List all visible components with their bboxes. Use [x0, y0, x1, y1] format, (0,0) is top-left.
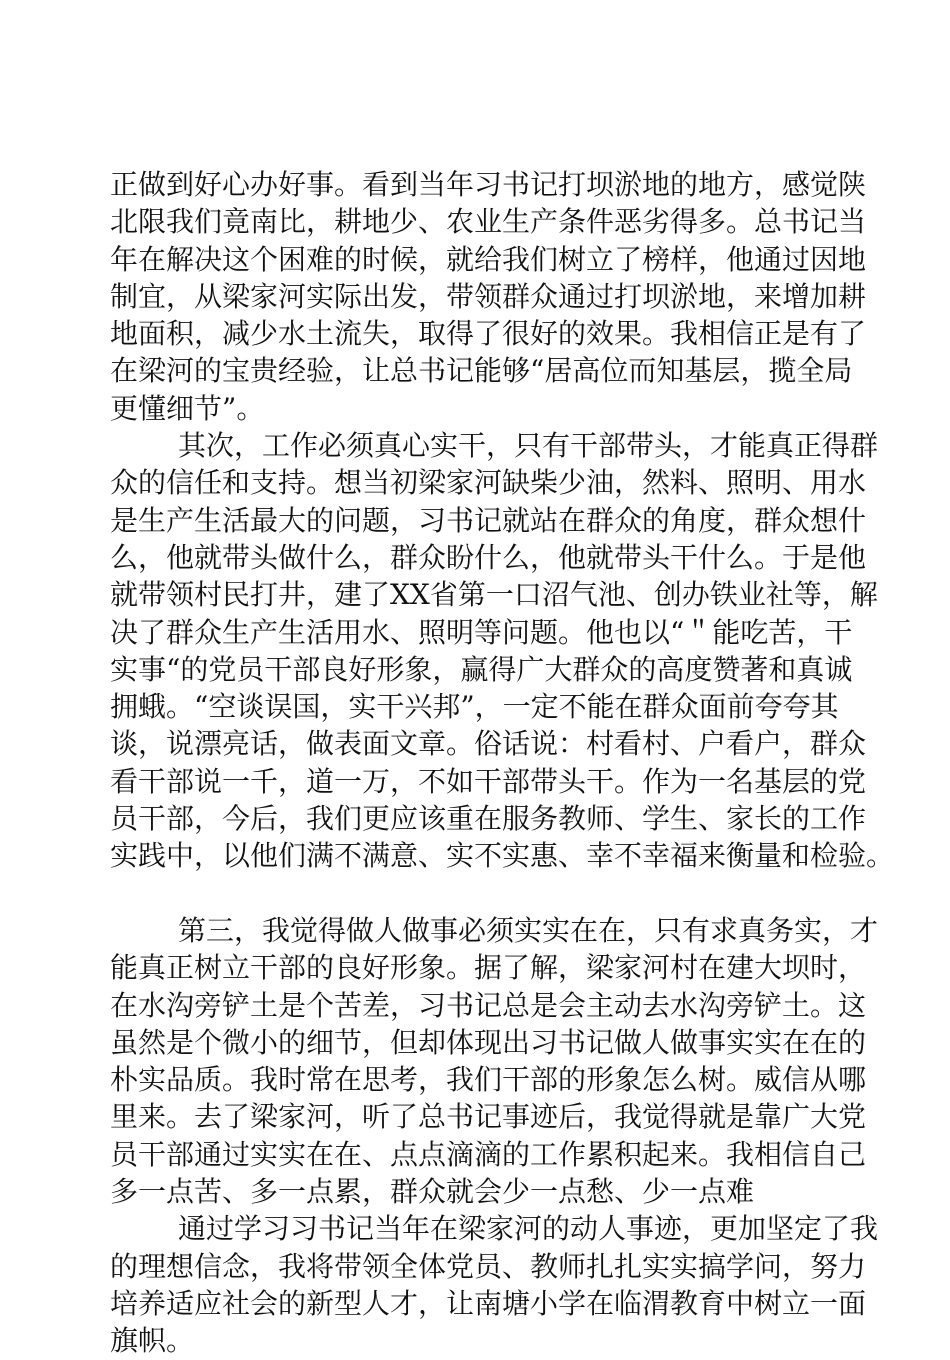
text-line: 在水沟旁铲土是个苦差，习书记总是会主动去水沟旁铲土。这 [110, 988, 867, 1022]
text-line: 众的信任和支持。想当初梁家河缺柴少油，然料、照明、用水 [110, 466, 867, 500]
paragraph-2 [110, 427, 895, 875]
text-line: 拥蛾。“空谈误国，实干兴邦”，一定不能在群众面前夸夸其 [110, 690, 839, 724]
paragraph-1 [110, 166, 867, 427]
text-line: 看干部说一千，道一万，不如干部带头干。作为一名基层的党 [110, 764, 867, 798]
text-line: 么，他就带头做什么，群众盼什么，他就带头干什么。于是他 [110, 540, 867, 574]
text-line: 北限我们竟南比，耕地少、农业生产条件恶劣得多。总书记当 [110, 205, 867, 239]
text-line: 就带领村民打井，建了XX省第一口沼气池、创办铁业社等，解 [110, 578, 878, 612]
text-line: 员干部通过实实在在、点点滴滴的工作累积起来。我相信自己 [110, 1137, 867, 1171]
text-line: 地面积，减少水土流失，取得了很好的效果。我相信正是有了 [110, 317, 867, 351]
text-line: 决了群众生产生活用水、照明等问题。他也以“＂能吃苦，干 [110, 615, 853, 649]
text-line: 制宜，从梁家河实际出发，带领群众通过打坝淤地，来增加耕 [110, 279, 867, 313]
text-line: 实践中，以他们满不满意、实不实惠、幸不幸福来衡量和检验。 [110, 839, 895, 873]
text-line: 培养适应社会的新型人才，让南塘小学在临渭教育中树立一面 [110, 1286, 867, 1320]
text-line: 是生产生活最大的问题，习书记就站在群众的角度，群众想什 [110, 503, 867, 537]
text-line: 旗帜。 [110, 1324, 195, 1358]
document-body [110, 166, 895, 1360]
paragraph-3 [110, 912, 879, 1210]
text-line: 虽然是个微小的细节，但却体现出习书记做人做事实实在在的 [110, 1025, 867, 1059]
text-line: 的理想信念，我将带领全体党员、教师扎扎实实搞学问，努力 [110, 1249, 867, 1283]
text-line: 朴实品质。我时常在思考，我们干部的形象怎么树。威信从哪 [110, 1063, 867, 1097]
text-line: 能真正树立干部的良好形象。据了解，梁家河村在建大坝时， [110, 951, 867, 985]
text-line: 通过学习习书记当年在梁家河的动人事迹，更加坚定了我 [178, 1212, 879, 1246]
text-line: 其次，工作必须真心实干，只有干部带头，才能真正得群 [178, 429, 879, 463]
text-line: 更懂细节”。 [110, 391, 265, 425]
paragraph-4 [110, 1210, 879, 1359]
text-line: 里来。去了梁家河，听了总书记事迹后，我觉得就是靠广大党 [110, 1100, 867, 1134]
paragraph-spacer [110, 875, 850, 912]
text-line: 在梁河的宝贵经验，让总书记能够“居高位而知基层，揽全局 [110, 354, 853, 388]
text-line: 员干部，今后，我们更应该重在服务教师、学生、家长的工作 [110, 802, 867, 836]
text-line: 谈，说漂亮话，做表面文章。俗话说：村看村、户看户，群众 [110, 727, 867, 761]
text-line: 实事“的党员干部良好形象，赢得广大群众的高度赞著和真诚 [110, 652, 853, 686]
text-line: 第三，我觉得做人做事必须实实在在，只有求真务实，才 [178, 913, 879, 947]
text-line: 正做到好心办好事。看到当年习书记打坝淤地的地方，感觉陕 [110, 168, 867, 201]
text-line: 多一点苦、多一点累，群众就会少一点愁、少一点难 [110, 1175, 755, 1209]
text-line: 年在解决这个困难的时候，就给我们树立了榜样，他通过因地 [110, 242, 867, 276]
